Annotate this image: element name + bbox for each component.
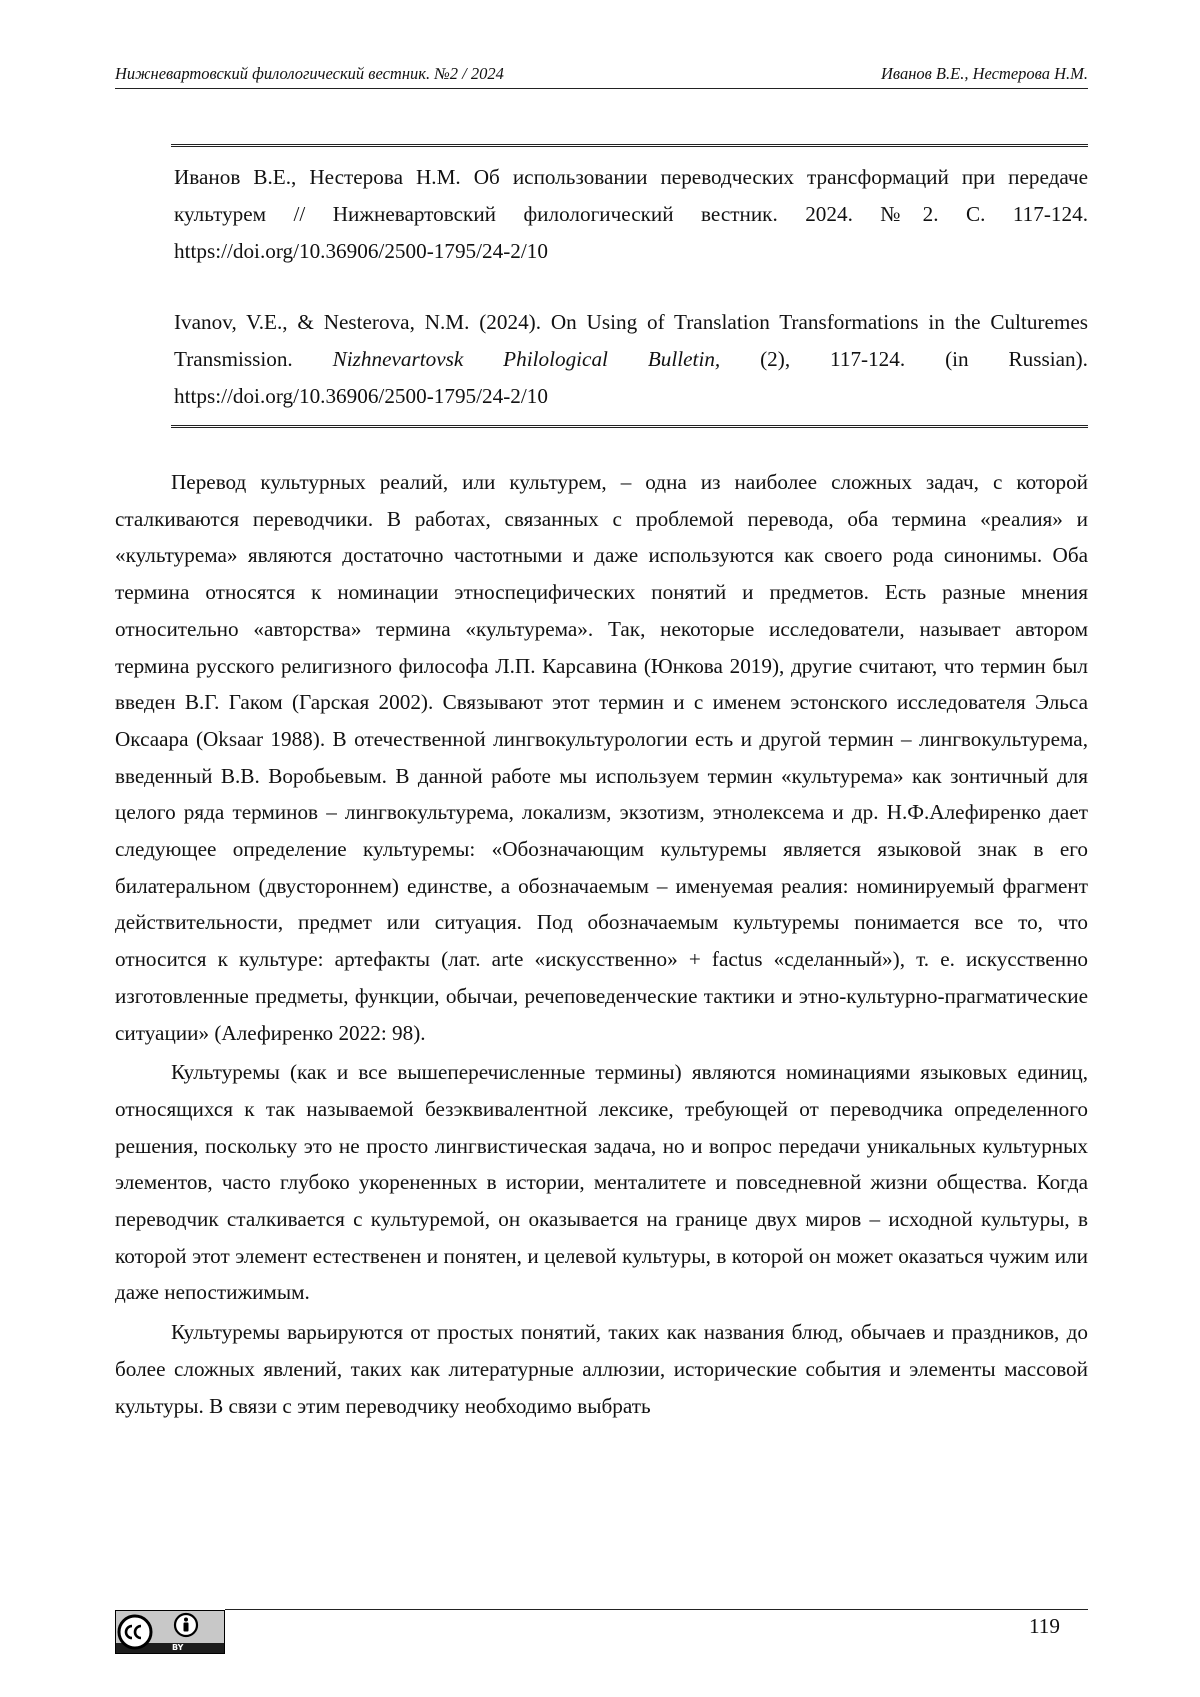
license-icons	[116, 1611, 224, 1653]
journal-title: Нижневартовский филологический вестник. №2 / 2024	[115, 64, 504, 84]
citation-box	[171, 144, 1088, 428]
cc-by-license-badge[interactable]	[115, 1610, 225, 1654]
footer-rule	[225, 1609, 1088, 1610]
paragraph-1: Перевод культурных реалий, или культурем, – одна из наиболее сложных задач, с которой сталкиваются переводчики. В работах, связанных с проблемой перевода, оба термина «реалия» и «культурема» являются достаточно частотными и даже используются как своего рода синонимы. Оба термина относятся к номинации этноспецифических понятий и предметов. Есть разные мнения относительно «авторства» термина «культурема». Так, некоторые исследователи, называет автором термина русского религизного философа Л.П. Карсавина (Юнкова 2019), другие считают, что термин был введен В.Г. Гаком (Гарская 2002). Связывают этот термин и с именем эстонского исследователя Эльса Оксаара (Oksaar 1988). В отечественной лингвокультурологии есть и другой термин – лингвокультурема, введенный В.В. Воробьевым. В данной работе мы используем термин «культурема» как зонтичный для целого ряда терминов – лингвокультурема, локализм, экзотизм, этнолексема и др. Н.Ф.Алефиренко дает следующее определение культуремы: «Обозначающим культуремы является языковой знак в его билатеральном (двустороннем) единстве, а обозначаемым – именуемая реалия: номинируемый фрагмент действительности, предмет или ситуация. Под обозначаемым культуремы понимается все то, что относится к культуре: артефакты (лат. arte «искусственно» + factus «сделанный»), т. е. искусственно изготовленные предметы, функции, обычаи, речеповеденческие тактики и этно-культурно-прагматические ситуации» (Алефиренко 2022: 98).	[115, 464, 1088, 1051]
article-body	[115, 464, 1088, 1427]
citation-english-part2: (2), 117-124. (in Russian). https://doi.org/10.36906/2500-1795/24-2/10	[174, 347, 1088, 408]
license-label: BY	[172, 1643, 183, 1652]
running-header	[115, 62, 1088, 89]
paragraph-3: Культуремы варьируются от простых понятий, таких как названия блюд, обычаев и праздников, до более сложных явлений, таких как литературные аллюзии, исторические события и элементы массовой культуры. В связи с этим переводчику необходимо выбрать	[115, 1314, 1088, 1424]
by-person-body	[184, 1623, 189, 1632]
header-authors: Иванов В.Е., Нестерова Н.М.	[881, 64, 1088, 84]
citation-english-part1: Ivanov, V.E., & Nesterova, N.M. (2024). On Using of Translation Transformations in the Culturemes Transmission.	[174, 310, 1088, 371]
paragraph-2: Культуремы (как и все вышеперечисленные термины) являются номинациями языковых единиц, относящихся к так называемой безэквивалентной лексике, требующей от переводчика определенного решения, поскольку это не просто лингвистическая задача, но и вопрос передачи уникальных культурных элементов, часто глубоко укорененных в истории, менталитете и повседневной жизни общества. Когда переводчик сталкивается с культуремой, он оказывается на границе двух миров – исходной культуры, в которой этот элемент естественен и понятен, и целевой культуры, в которой он может оказаться чужим или даже непостижимым.	[115, 1054, 1088, 1311]
citation-russian: Иванов В.Е., Нестерова Н.М. Об использовании переводческих трансформаций при передаче культурем // Нижневартовский филологический вестник. 2024. №2. С. 117-124. https://doi.org/10.36906/2500-1795/24-2/10	[174, 159, 1088, 270]
by-person-head	[184, 1618, 188, 1622]
citation-english	[174, 304, 1088, 415]
citation-journal-name: Nizhnevartovsk Philological Bulletin,	[333, 347, 721, 371]
page-number: 119	[1029, 1614, 1060, 1639]
